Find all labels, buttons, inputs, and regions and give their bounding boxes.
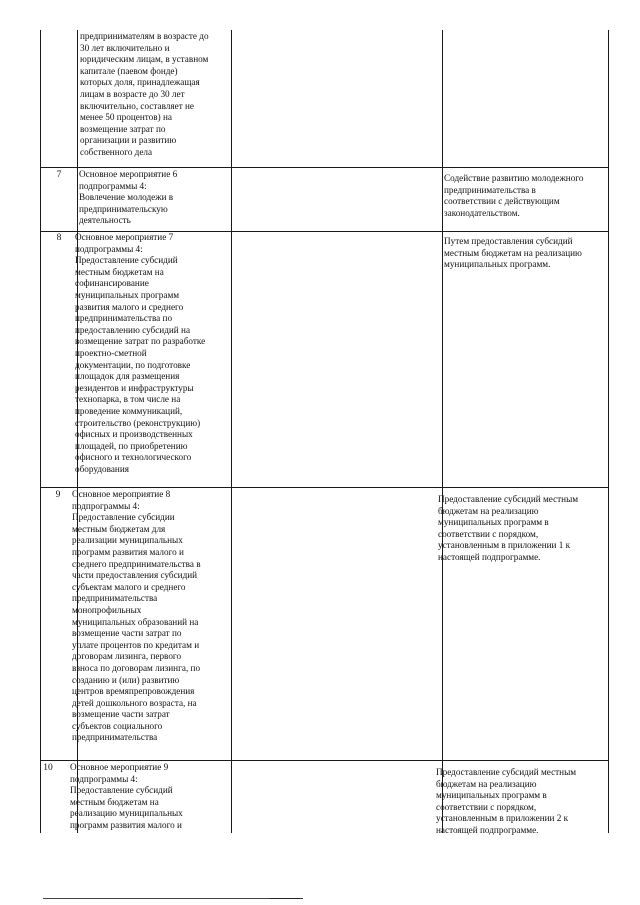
table-row-1-number: 7: [56, 170, 62, 180]
table-row-3-number: 9: [55, 490, 61, 500]
table-row-1-description: Содействие развитию молодежного предпринимательства в соответствии с действующим законодательством.: [444, 173, 584, 218]
table-row-4-name: Основное мероприятие 9 подпрограммы 4: Предоставление субсидий местным бюджетам на реализацию муниципальных программ развития малого и: [70, 762, 183, 830]
row-divider: [40, 487, 609, 488]
table-column-divider-3: [442, 30, 443, 833]
row-divider: [40, 760, 609, 761]
table-row-4-number: 10: [43, 763, 53, 773]
table-row-1-name: Основное мероприятие 6 подпрограммы 4: Вовлечение молодежи в предпринимательскую деятельность: [79, 169, 178, 226]
table-border-right: [608, 30, 609, 833]
footnote-rule: [43, 898, 303, 899]
table-row-3-name: Основное мероприятие 8 подпрограммы 4: Предоставление субсидии местным бюджетам для реализации муниципальных программ развития малого и среднего предпринимательства в части предоставления субсидий субъектам малого и среднего предпринимательства монопрофильных муниципальных образований на возмещение части затрат по уплате процентов по кредитам и договорам лизинга, первого взноса по договорам лизинга, по созданию и (или) развитию центров времяпрепровождения детей дошкольного возраста, на возмещение части затрат субъектов социального предпринимательства: [72, 489, 201, 743]
table-row-3-description: Предоставление субсидий местным бюджетам на реализацию муниципальных программ в соответствии с порядком, установленным в приложении 1 к настоящей подпрограмме.: [438, 494, 579, 562]
table-row-2-name: Основное мероприятие 7 подпрограммы 4: Предоставление субсидий местным бюджетам на софинансирование муниципальных программ развития малого и среднего предпринимательства по предоставлению субсидий на возмещение затрат по разработке проектно-сметной документации, по подготовке площадок для размещения резидентов и инфраструктуры технопарка, в том числе на проведение коммуникаций, строительство (реконструкцию) офисных и производственных площадей, по приобретению офисного и технологического оборудования: [75, 232, 206, 474]
table-row-2-number: 8: [56, 233, 62, 243]
table-row-4-description: Предоставление субсидий местным бюджетам на реализацию муниципальных программ в соответствии с порядком, установленным в приложении 2 к настоящей подпрограмме.: [436, 767, 577, 835]
row-divider: [40, 167, 609, 168]
table-row-0-name: предпринимателям в возрасте до 30 лет включительно и юридическим лицам, в уставном капитале (паевом фонде) которых доля, принадлежащая лицам в возрасте до 30 лет включительно, составляет не менее 50 процентов) на возмещение затрат по организации и развитию собственного дела: [80, 31, 209, 157]
table-border-left: [40, 30, 41, 833]
footnote-rule-mark: [270, 898, 300, 899]
table-row-2-description: Путем предоставления субсидий местным бюджетам на реализацию муниципальных программ.: [444, 236, 582, 270]
